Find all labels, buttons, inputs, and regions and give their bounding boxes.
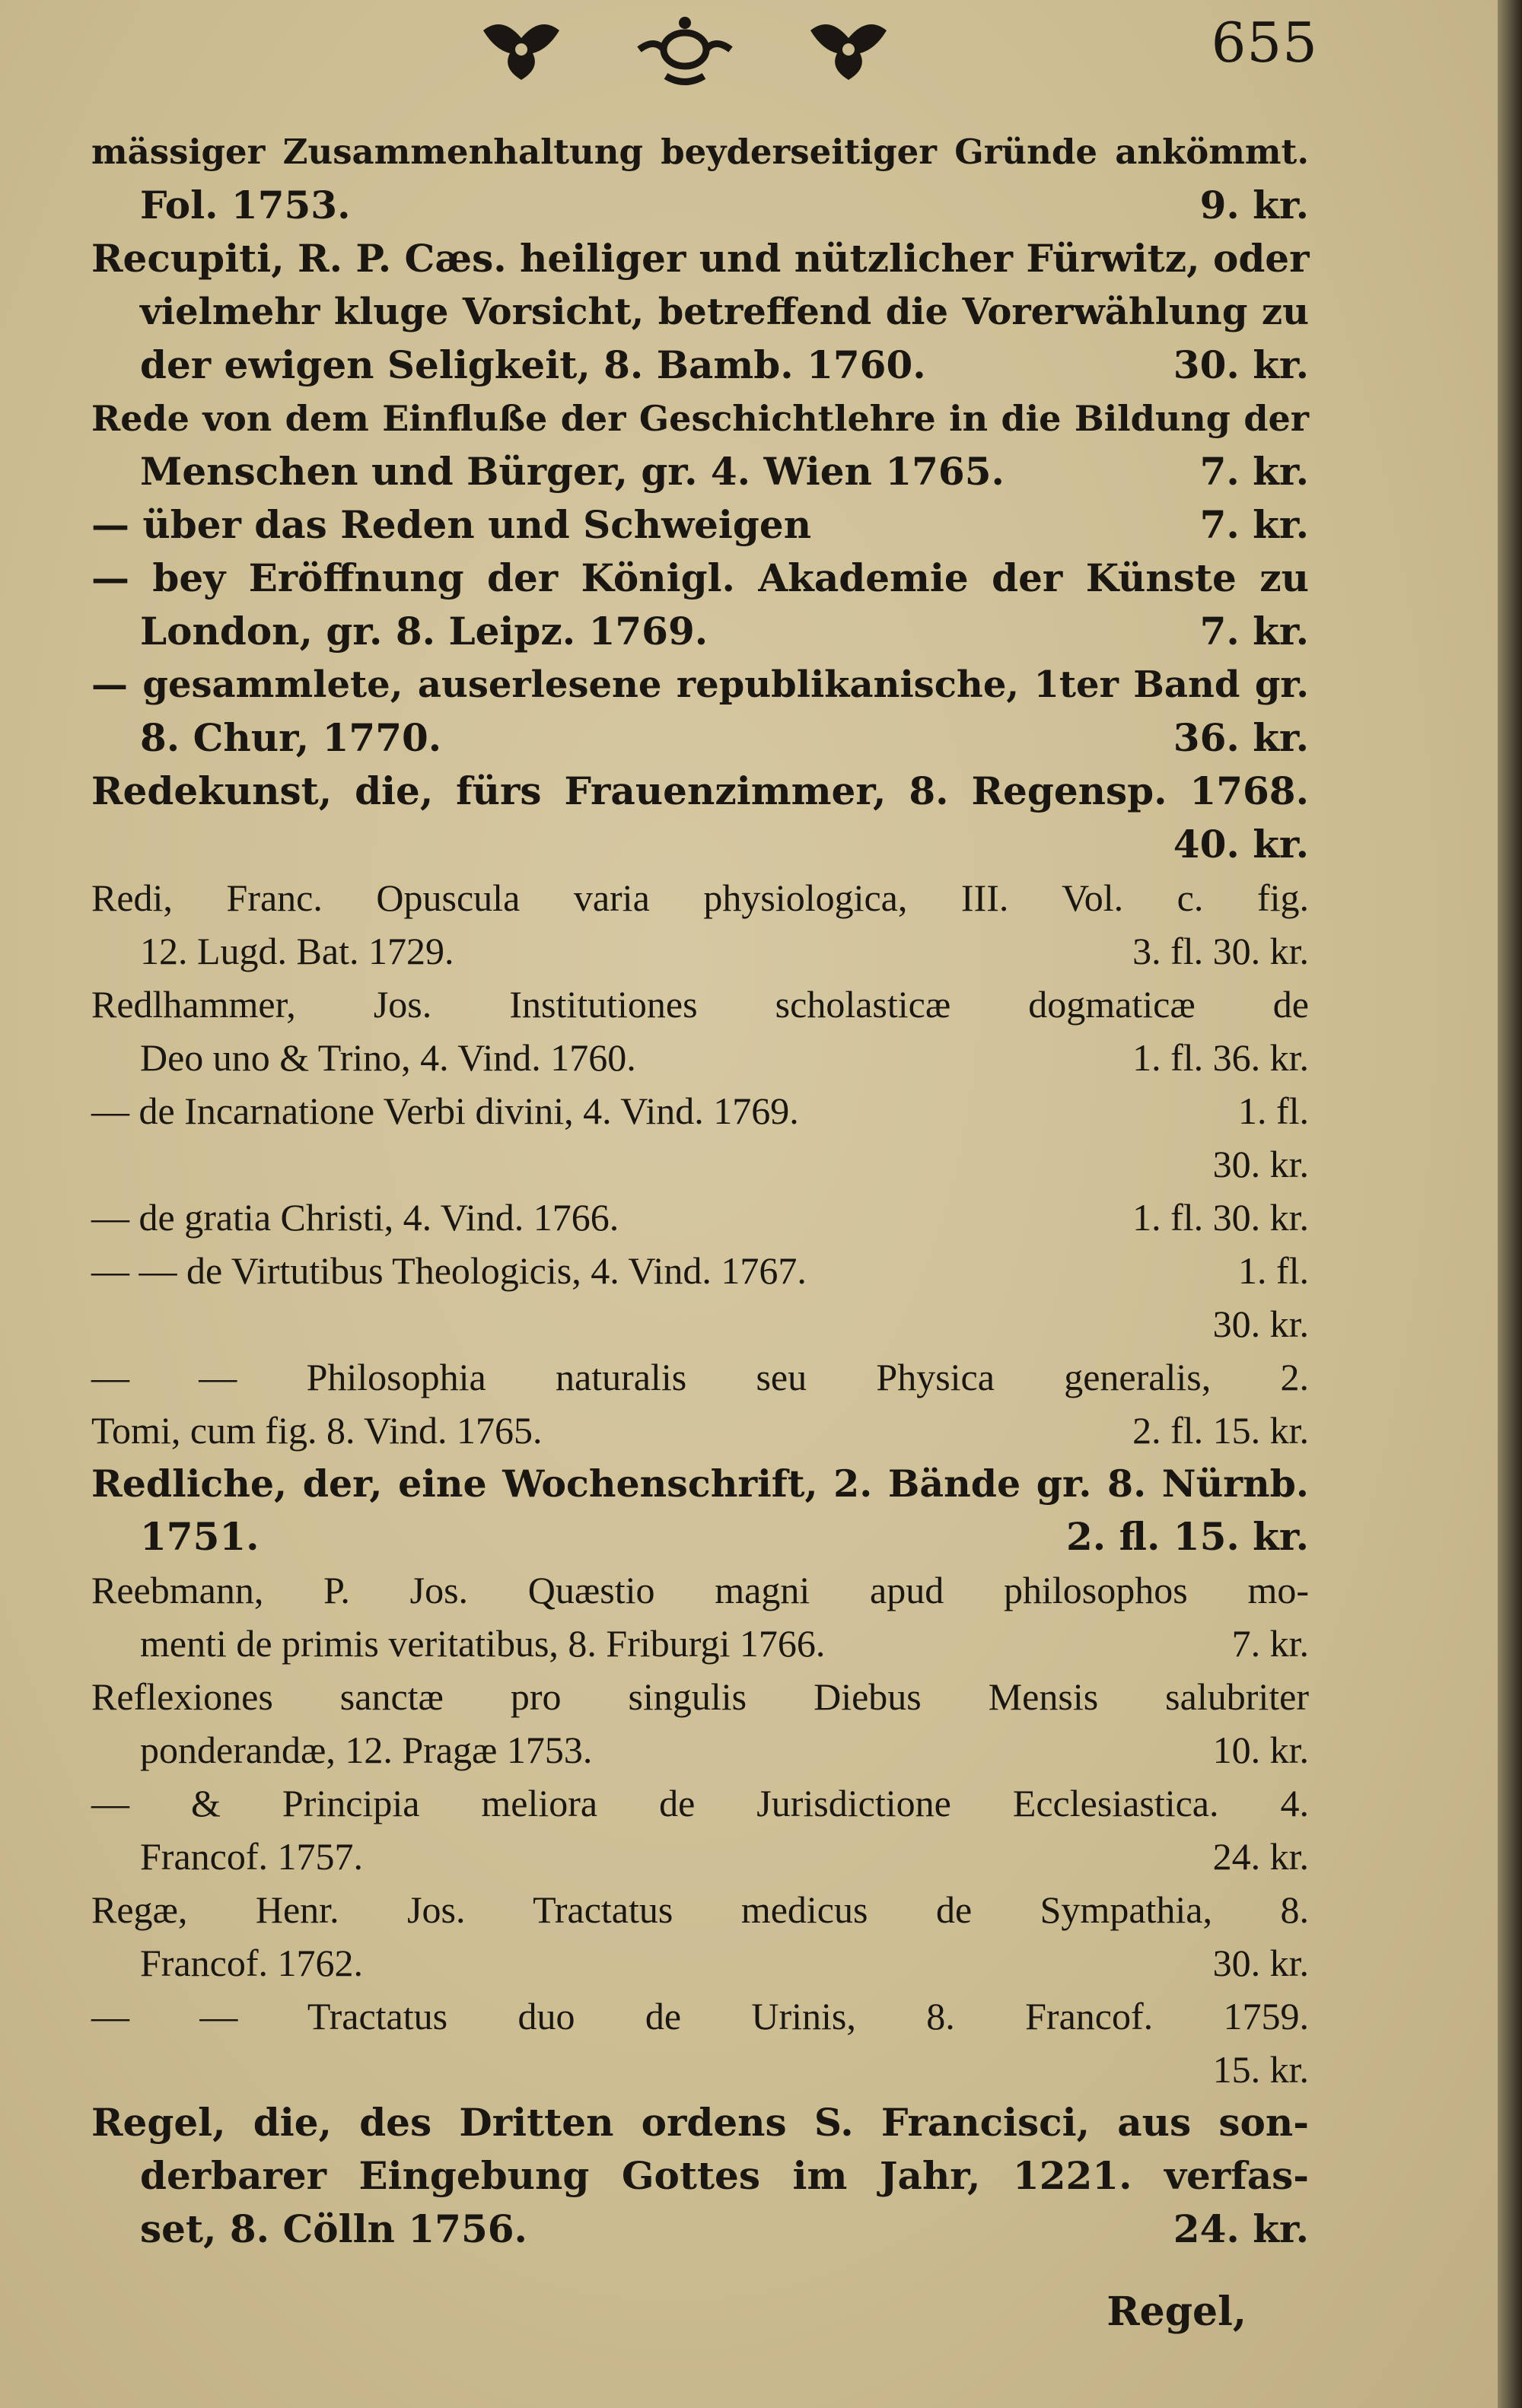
entry-price: 40. kr. xyxy=(1173,822,1309,867)
entry-text: menti de primis veritatibus, 8. Friburgi 1766. xyxy=(140,1622,826,1665)
entry-line xyxy=(91,1244,1309,1297)
entry-price: 7. kr. xyxy=(1199,502,1309,547)
entry-price: 10. kr. xyxy=(1212,1729,1309,1771)
entry-text: — — de Virtutibus Theologicis, 4. Vind. 1767. xyxy=(91,1249,807,1292)
catchword: Regel, xyxy=(1106,2289,1247,2335)
entry-price: 30. kr. xyxy=(1212,1942,1309,1984)
entry-text: Tomi, cum fig. 8. Vind. 1765. xyxy=(91,1409,543,1452)
entry-line xyxy=(91,1404,1309,1457)
entry-line xyxy=(91,498,1309,552)
entry-line xyxy=(91,1883,1309,1936)
entry-text: Deo uno & Trino, 4. Vind. 1760. xyxy=(140,1036,636,1079)
entry-text: 12. Lugd. Bat. 1729. xyxy=(140,930,454,972)
entry-text: Recupiti, R. P. Cæs. heiliger und nützlicher Fürwitz, oder xyxy=(91,236,1310,281)
entry-line xyxy=(91,2149,1309,2203)
entry-text: Menschen und Bürger, gr. 4. Wien 1765. xyxy=(140,449,1005,494)
page-number: 655 xyxy=(1211,11,1318,75)
entry-text: Rede von dem Einfluße der Geschichtlehre in die Bildung der xyxy=(91,398,1309,439)
entry-line xyxy=(91,339,1309,392)
entry-line xyxy=(91,179,1309,232)
entry-line xyxy=(91,1137,1309,1191)
entry-text: Redekunst, die, fürs Frauenzimmer, 8. Regensp. 1768. xyxy=(91,768,1309,813)
entry-text: derbarer Eingebung Gottes im Jahr, 1221. verfas- xyxy=(140,2153,1309,2198)
floral-ornament-left-icon xyxy=(472,8,571,91)
entry-price: 1. fl. xyxy=(1237,1089,1309,1132)
entry-line xyxy=(91,2043,1309,2096)
entry-text: — de Incarnatione Verbi divini, 4. Vind. 1769. xyxy=(91,1089,799,1132)
entry-price: 3. fl. 30. kr. xyxy=(1132,930,1309,972)
entry-text: — über das Reden und Schweigen xyxy=(91,502,812,547)
entry-text: set, 8. Cölln 1756. xyxy=(140,2206,527,2251)
entry-text: 1751. xyxy=(140,1514,260,1559)
entry-price: 7. kr. xyxy=(1199,449,1309,494)
entry-line xyxy=(91,1990,1309,2043)
entry-line xyxy=(91,658,1309,711)
entry-text: vielmehr kluge Vorsicht, betreffend die Vorerwählung zu xyxy=(140,291,1309,333)
entry-line xyxy=(91,871,1309,924)
entry-text: — & Principia meliora de Jurisdictione Ecclesiastica. 4. xyxy=(91,1782,1309,1824)
entry-text: Reflexiones sanctæ pro singulis Diebus Mensis salubriter xyxy=(91,1675,1309,1718)
entry-line xyxy=(91,552,1309,605)
entry-price: 24. kr. xyxy=(1173,2206,1309,2251)
entry-text: Francof. 1757. xyxy=(140,1835,363,1878)
entry-text: Regel, die, des Dritten ordens S. Francisci, aus son- xyxy=(91,2100,1309,2145)
entry-text: Reebmann, P. Jos. Quæstio magni apud philosophos mo- xyxy=(91,1569,1309,1611)
entry-line xyxy=(91,924,1309,978)
catalog-entries xyxy=(91,126,1309,2256)
page-edge xyxy=(1498,0,1522,2408)
entry-line xyxy=(91,285,1309,339)
entry-text: — bey Eröffnung der Königl. Akademie der Künste zu xyxy=(91,555,1309,600)
entry-line xyxy=(91,1936,1309,1990)
entry-text: Francof. 1762. xyxy=(140,1942,363,1984)
entry-line xyxy=(91,818,1309,871)
entry-line xyxy=(91,445,1309,498)
entry-price: 7. kr. xyxy=(1231,1622,1309,1665)
entry-text: Redliche, der, eine Wochenschrift, 2. Bände gr. 8. Nürnb. xyxy=(91,1462,1309,1506)
entry-text: mässiger Zusammenhaltung beyderseitiger Gründe ankömmt. xyxy=(91,132,1309,172)
entry-line xyxy=(91,1191,1309,1244)
entry-line xyxy=(91,605,1309,658)
entry-price: 36. kr. xyxy=(1173,715,1309,760)
entry-line xyxy=(91,1457,1309,1510)
entry-price: 15. kr. xyxy=(1212,2048,1309,2091)
entry-text: — de gratia Christi, 4. Vind. 1766. xyxy=(91,1196,619,1239)
entry-line xyxy=(91,1350,1309,1404)
entry-text: Redlhammer, Jos. Institutiones scholasticæ dogmaticæ de xyxy=(91,983,1309,1026)
entry-price: 1. fl. xyxy=(1237,1249,1309,1292)
entry-price: 30. kr. xyxy=(1212,1303,1309,1345)
entry-line xyxy=(91,1670,1309,1723)
entry-line xyxy=(91,1297,1309,1350)
entry-line xyxy=(91,1617,1309,1670)
entry-price: 7. kr. xyxy=(1199,609,1309,654)
entry-text: ponderandæ, 12. Pragæ 1753. xyxy=(140,1729,593,1771)
entry-price: 1. fl. 36. kr. xyxy=(1132,1036,1309,1079)
entry-price: 24. kr. xyxy=(1212,1835,1309,1878)
entry-price: 30. kr. xyxy=(1173,342,1309,387)
entry-price: 9. kr. xyxy=(1199,183,1309,227)
entry-line xyxy=(91,1830,1309,1883)
entry-line xyxy=(91,126,1309,179)
entry-line xyxy=(91,1563,1309,1617)
entry-text: Redi, Franc. Opuscula varia physiologica, III. Vol. c. fig. xyxy=(91,876,1309,919)
entry-text: — — Philosophia naturalis seu Physica generalis, 2. xyxy=(91,1356,1309,1398)
entry-text: Fol. 1753. xyxy=(140,183,351,227)
entry-line xyxy=(91,2203,1309,2256)
entry-price: 2. fl. 15. kr. xyxy=(1132,1409,1309,1452)
entry-price: 2. fl. 15. kr. xyxy=(1066,1514,1309,1559)
entry-text: Regæ, Henr. Jos. Tractatus medicus de Sympathia, 8. xyxy=(91,1888,1309,1931)
entry-line xyxy=(91,1777,1309,1830)
entry-line xyxy=(91,978,1309,1031)
entry-line xyxy=(91,2096,1309,2149)
entry-line xyxy=(91,1510,1309,1563)
entry-line xyxy=(91,1031,1309,1084)
scroll-ornament-icon xyxy=(635,8,734,91)
entry-line xyxy=(91,1723,1309,1777)
entry-text: — — Tractatus duo de Urinis, 8. Francof. 1759. xyxy=(91,1995,1309,2037)
header-ornaments xyxy=(472,8,898,91)
entry-text: — gesammlete, auserlesene republikanische, 1ter Band gr. xyxy=(91,663,1309,706)
entry-line xyxy=(91,711,1309,765)
entry-line xyxy=(91,765,1309,818)
entry-text: London, gr. 8. Leipz. 1769. xyxy=(140,609,708,654)
floral-ornament-right-icon xyxy=(799,8,898,91)
entry-line xyxy=(91,1084,1309,1137)
entry-price: 30. kr. xyxy=(1212,1143,1309,1185)
entry-line xyxy=(91,232,1309,285)
entry-text: der ewigen Seligkeit, 8. Bamb. 1760. xyxy=(140,342,926,387)
entry-price: 1. fl. 30. kr. xyxy=(1132,1196,1309,1239)
entry-line xyxy=(91,392,1309,445)
entry-text: 8. Chur, 1770. xyxy=(140,715,442,760)
